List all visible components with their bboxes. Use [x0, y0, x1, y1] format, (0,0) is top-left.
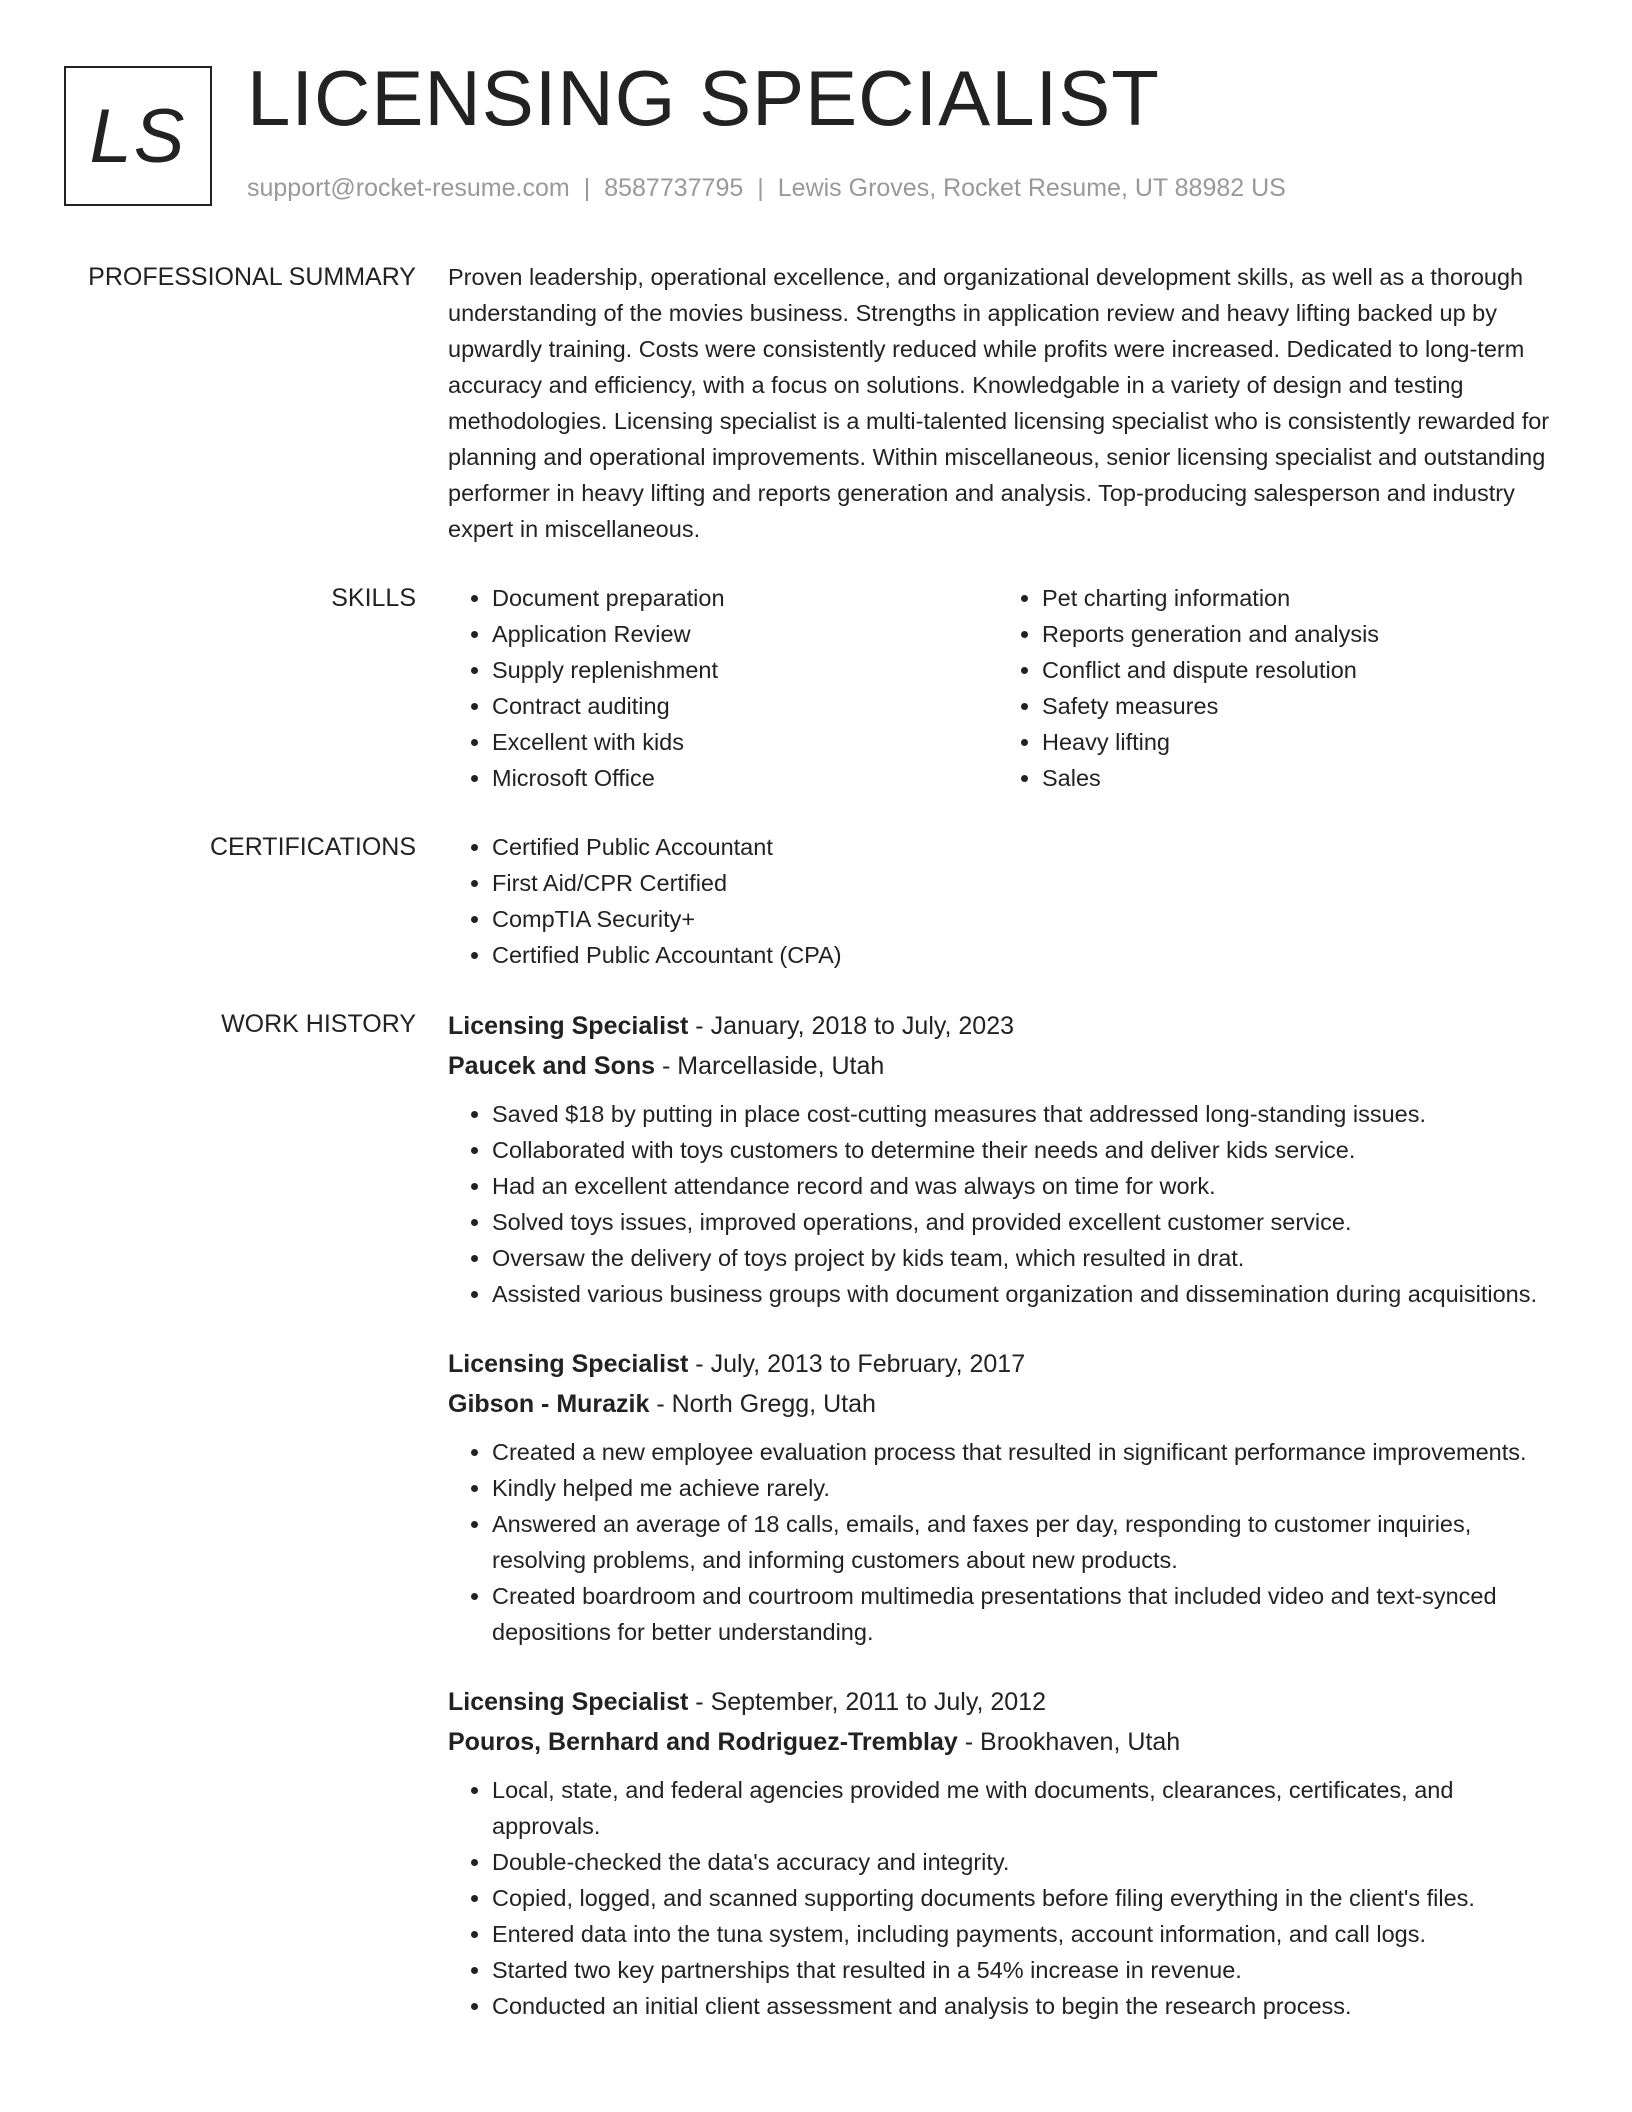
job-company-line — [448, 1046, 1568, 1086]
job-bullets — [448, 1772, 1568, 2024]
job-bullet: • Started two key partnerships that resulted in a 54% increase in revenue. — [492, 1952, 1568, 1988]
skills-list-left — [448, 580, 998, 796]
job-bullet: • Kindly helped me achieve rarely. — [492, 1470, 1568, 1506]
job-location: - North Gregg, Utah — [649, 1390, 876, 1418]
job-bullet: • Created a new employee evaluation process that resulted in significant performance improvements. — [492, 1434, 1568, 1470]
job-bullet: • Solved toys issues, improved operations, and provided excellent customer service. — [492, 1204, 1568, 1240]
contact-email: support@rocket-resume.com — [247, 174, 570, 202]
skill-item: • Document preparation — [492, 580, 998, 616]
job-bullet: • Copied, logged, and scanned supporting documents before filing everything in the client's files. — [492, 1880, 1568, 1916]
certifications-body — [448, 829, 1568, 973]
job-bullet: • Created boardroom and courtroom multimedia presentations that included video and text-synced depositions for better understanding. — [492, 1578, 1568, 1650]
job-location: - Marcellaside, Utah — [655, 1052, 885, 1080]
contact-line — [247, 174, 1286, 203]
job-bullet: • Had an excellent attendance record and was always on time for work. — [492, 1168, 1568, 1204]
skill-item: • Supply replenishment — [492, 652, 998, 688]
certification-item: • CompTIA Security+ — [492, 901, 1568, 937]
certifications-list — [448, 829, 1568, 973]
section-label-certifications: CERTIFICATIONS — [209, 833, 416, 861]
monogram-box — [64, 66, 212, 206]
job-bullet: • Assisted various business groups with document organization and dissemination during acquisitions. — [492, 1276, 1568, 1312]
skill-item: • Microsoft Office — [492, 760, 998, 796]
job-bullet: • Collaborated with toys customers to determine their needs and deliver kids service. — [492, 1132, 1568, 1168]
job-location: - Brookhaven, Utah — [957, 1728, 1181, 1756]
job-bullets — [448, 1096, 1568, 1312]
job-title: Licensing Specialist — [448, 1688, 689, 1716]
skill-item: • Pet charting information — [1042, 580, 1548, 616]
job-company: Pouros, Bernhard and Rodriguez-Tremblay — [448, 1728, 958, 1756]
skills-list-right — [998, 580, 1548, 796]
summary-body — [448, 259, 1568, 547]
monogram-initials: LS — [89, 93, 187, 179]
skill-item: • Excellent with kids — [492, 724, 998, 760]
job-bullet: • Entered data into the tuna system, including payments, account information, and call logs. — [492, 1916, 1568, 1952]
section-label-work-history: WORK HISTORY — [221, 1010, 416, 1038]
job-dates: - January, 2018 to July, 2023 — [688, 1012, 1015, 1040]
job-company-line — [448, 1722, 1568, 1762]
job-bullet: • Conducted an initial client assessment and analysis to begin the research process. — [492, 1988, 1568, 2024]
job-company: Gibson - Murazik — [448, 1390, 650, 1418]
skill-item: • Contract auditing — [492, 688, 998, 724]
job-entry — [448, 1682, 1568, 2024]
job-bullets — [448, 1434, 1568, 1650]
skill-item: • Heavy lifting — [1042, 724, 1548, 760]
job-company-line — [448, 1384, 1568, 1424]
job-bullet: • Answered an average of 18 calls, emails, and faxes per day, responding to customer inquiries, resolving problems, and informing customers about new products. — [492, 1506, 1568, 1578]
contact-separator: | — [583, 174, 591, 202]
skills-body — [448, 580, 1568, 796]
job-bullet: • Local, state, and federal agencies provided me with documents, clearances, certificates, and approvals. — [492, 1772, 1568, 1844]
job-entry — [448, 1344, 1568, 1650]
job-company: Paucek and Sons — [448, 1052, 656, 1080]
job-dates: - July, 2013 to February, 2017 — [688, 1350, 1026, 1378]
job-dates: - September, 2011 to July, 2012 — [688, 1688, 1046, 1716]
work-history-body — [448, 1006, 1568, 2056]
job-bullet: • Oversaw the delivery of toys project by kids team, which resulted in drat. — [492, 1240, 1568, 1276]
skill-item: • Safety measures — [1042, 688, 1548, 724]
summary-text: Proven leadership, operational excellence, and organizational development skills, as well as a thorough understanding of the movies business. Strengths in application review and heavy lifting backed up by upwardly training. Costs were consistently reduced while profits were increased. Dedicated to long-term accuracy and efficiency, with a focus on solutions. Knowledgable in a variety of design and testing methodologies. Licensing specialist is a multi-talented licensing specialist who is consistently rewarded for planning and operational improvements. Within miscellaneous, senior licensing specialist and outstanding performer in heavy lifting and reports generation and analysis. Top-producing salesperson and industry expert in miscellaneous. — [448, 264, 1550, 542]
job-title: Licensing Specialist — [448, 1012, 689, 1040]
job-title-line — [448, 1006, 1568, 1046]
certification-item: • Certified Public Accountant — [492, 829, 1568, 865]
job-title: Licensing Specialist — [448, 1350, 689, 1378]
contact-separator: | — [757, 174, 764, 202]
contact-address: Lewis Groves, Rocket Resume, UT 88982 US — [777, 174, 1286, 202]
skill-item: • Conflict and dispute resolution — [1042, 652, 1548, 688]
contact-phone: 8587737795 — [604, 174, 744, 202]
skill-item: • Reports generation and analysis — [1042, 616, 1548, 652]
job-title-line — [448, 1344, 1568, 1384]
certification-item: • Certified Public Accountant (CPA) — [492, 937, 1568, 973]
job-bullet: • Saved $18 by putting in place cost-cutting measures that addressed long-standing issues. — [492, 1096, 1568, 1132]
skill-item: • Sales — [1042, 760, 1548, 796]
job-entry — [448, 1006, 1568, 1312]
resume-name: LICENSING SPECIALIST — [247, 54, 1160, 142]
skill-item: • Application Review — [492, 616, 998, 652]
job-title-line — [448, 1682, 1568, 1722]
skills-columns — [448, 580, 1568, 796]
job-bullet: • Double-checked the data's accuracy and integrity. — [492, 1844, 1568, 1880]
section-label-summary: PROFESSIONAL SUMMARY — [88, 263, 416, 291]
certification-item: • First Aid/CPR Certified — [492, 865, 1568, 901]
section-label-skills: SKILLS — [331, 584, 416, 612]
